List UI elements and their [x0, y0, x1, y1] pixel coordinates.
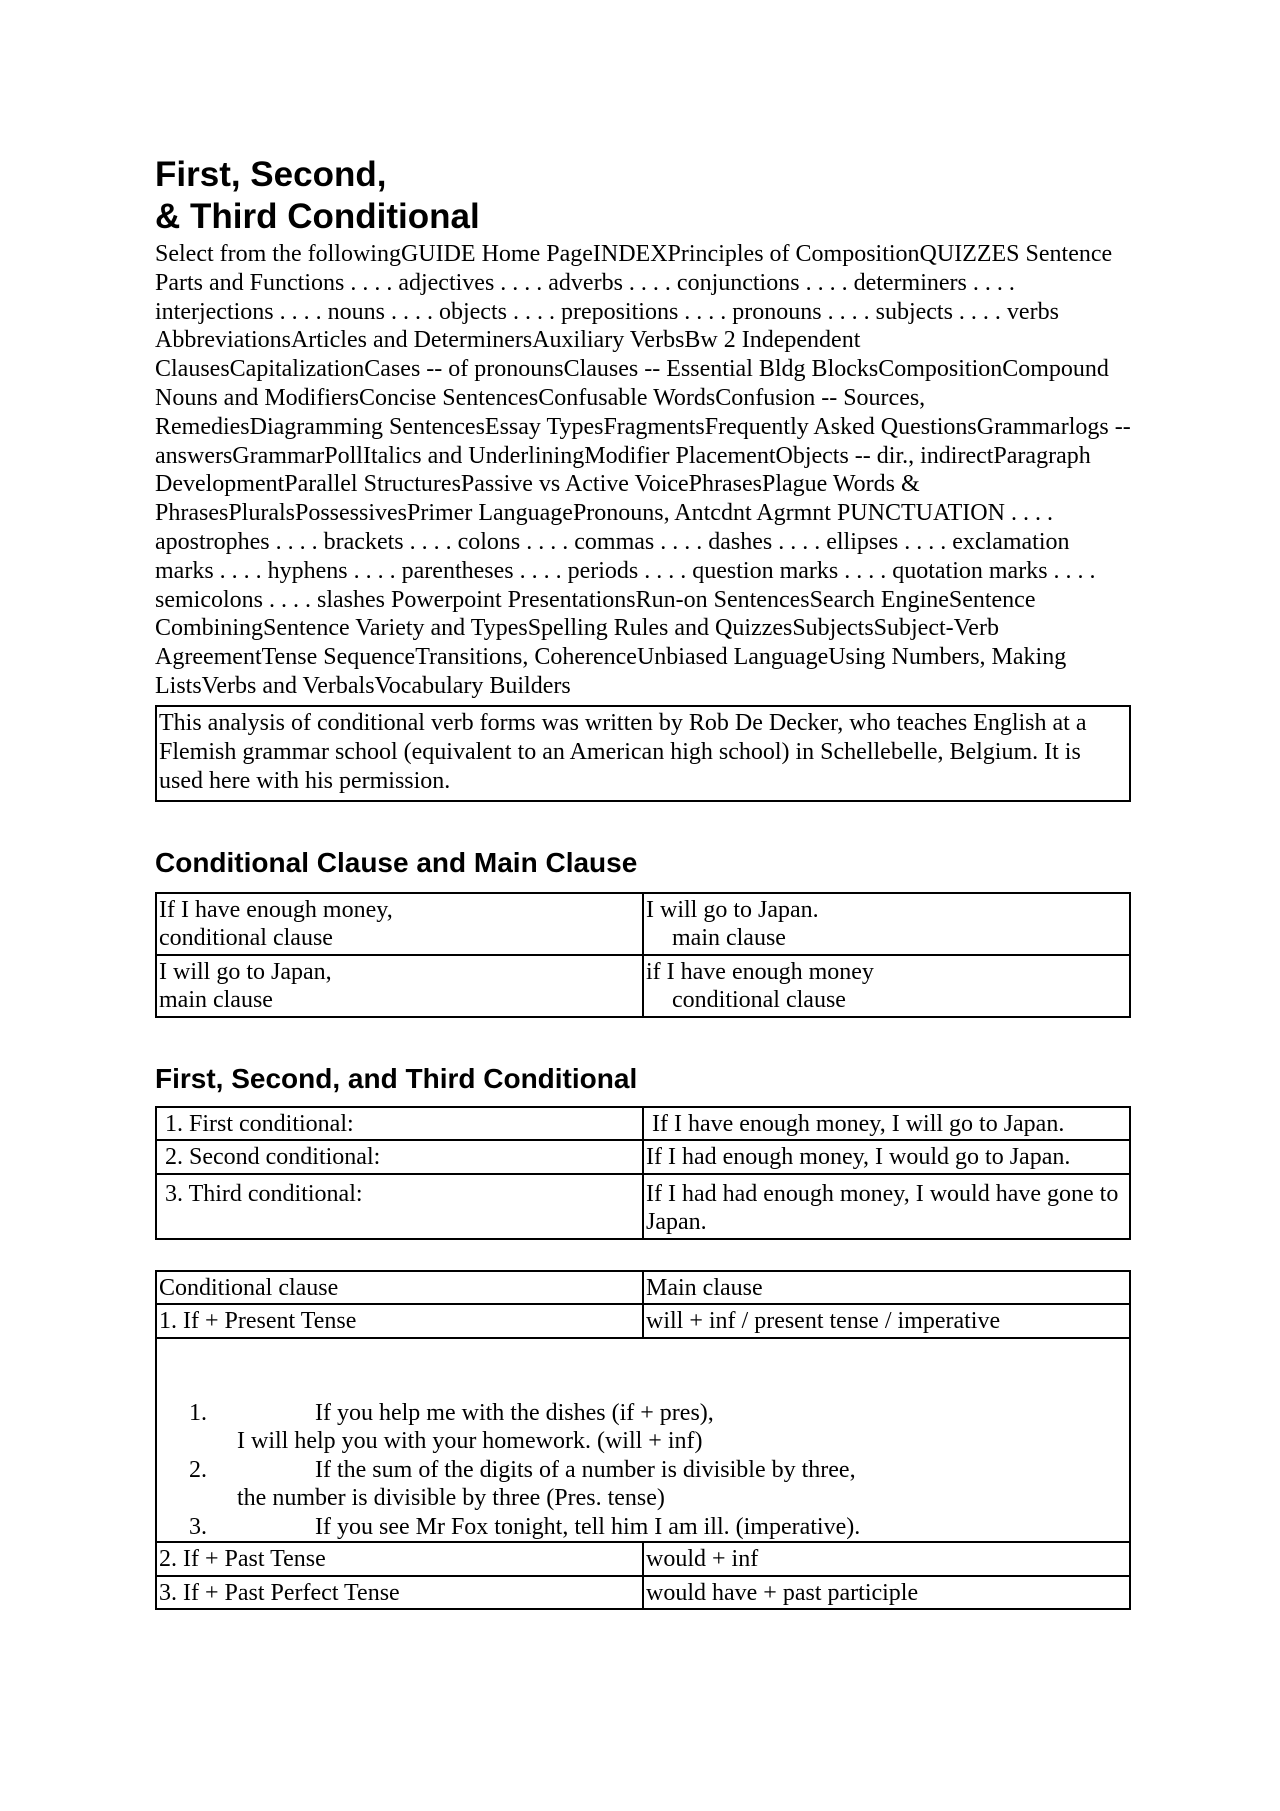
example-number: 1.	[189, 1399, 207, 1426]
table-cell	[156, 893, 643, 955]
table-cell: would have + past participle	[643, 1576, 1130, 1610]
cell-label: conditional clause	[672, 987, 846, 1014]
example-line: If you help me with the dishes (if + pres),	[315, 1399, 714, 1426]
table-cell: If I had had enough money, I would have gone to Japan.	[643, 1174, 1130, 1239]
cell-text: if I have enough money	[646, 958, 874, 985]
example-line: If you see Mr Fox tonight, tell him I am ill. (imperative).	[315, 1513, 861, 1540]
document-page	[155, 154, 1131, 1610]
list-item	[159, 1399, 1127, 1456]
table-cell: 2. Second conditional:	[156, 1140, 643, 1174]
table-row	[156, 1107, 1130, 1141]
title-line-1: First, Second,	[155, 155, 387, 194]
table-cell: would + inf	[643, 1542, 1130, 1576]
table-cell: 2. If + Past Tense	[156, 1542, 643, 1576]
author-note: This analysis of conditional verb forms was written by Rob De Decker, who teaches English at a Flemish grammar school (equivalent to an American high school) in Schellebelle, Belgium. It is used here with his permission.	[155, 705, 1131, 802]
table-row	[156, 1174, 1130, 1239]
example-number: 2.	[189, 1456, 207, 1483]
cell-label: conditional clause	[159, 925, 333, 952]
navigation-text: Select from the followingGUIDE Home PageINDEXPrinciples of CompositionQUIZZES Sentence Parts and Functions . . . . adjectives . . . . adverbs . . . . conjunctions . . . . determiners . . . . interjections . . . . nouns . . . . objects . . . . prepositions . . . . pronouns . . . . subjects . . . . verbs AbbreviationsArticles and DeterminersAuxiliary VerbsBw 2 Independent ClausesCapitalizationCases -- of pronounsClauses -- Essential Bldg BlocksCompositionCompound Nouns and ModifiersConcise SentencesConfusable WordsConfusion -- Sources, RemediesDiagramming SentencesEssay TypesFragmentsFrequently Asked QuestionsGrammarlogs -- answersGrammarPollItalics and UnderliningModifier PlacementObjects -- dir., indirectParagraph DevelopmentParallel StructuresPassive vs Active VoicePhrasesPlague Words & PhrasesPluralsPossessivesPrimer LanguagePronouns, Antcdnt Agrmnt PUNCTUATION . . . . apostrophes . . . . brackets . . . . colons . . . . commas . . . . dashes . . . . ellipses . . . . exclamation marks . . . . hyphens . . . . parentheses . . . . periods . . . . question marks . . . . quotation marks . . . . semicolons . . . . slashes Powerpoint PresentationsRun-on SentencesSearch EngineSentence CombiningSentence Variety and TypesSpelling Rules and QuizzesSubjectsSubject-Verb AgreementTense SequenceTransitions, CoherenceUnbiased LanguageUsing Numbers, Making ListsVerbs and VerbalsVocabulary Builders	[155, 241, 1131, 699]
cell-label: main clause	[672, 925, 786, 952]
table-cell	[643, 893, 1130, 955]
table-cell: 3. Third conditional:	[156, 1174, 643, 1239]
table-cell	[643, 955, 1130, 1017]
example-line: If the sum of the digits of a number is divisible by three,	[315, 1456, 856, 1483]
table-row	[156, 1576, 1130, 1610]
example-line: I will help you with your homework. (will + inf)	[237, 1428, 703, 1455]
table-cell: If I had enough money, I would go to Japan.	[643, 1140, 1130, 1174]
cell-label: main clause	[159, 987, 273, 1014]
example-number: 3.	[189, 1513, 207, 1540]
list-item	[159, 1456, 1127, 1513]
table-cell: 1. If + Present Tense	[156, 1304, 643, 1338]
tense-table	[155, 1270, 1131, 1611]
page-title	[155, 154, 1131, 238]
table-row	[156, 893, 1130, 955]
clause-table	[155, 892, 1131, 1018]
cell-text: If I have enough money,	[159, 896, 393, 923]
list-item	[159, 1513, 1127, 1542]
table-row	[156, 1338, 1130, 1543]
table-cell: 3. If + Past Perfect Tense	[156, 1576, 643, 1610]
table-cell: If I have enough money, I will go to Japan.	[643, 1107, 1130, 1141]
section-heading-conditionals: First, Second, and Third Conditional	[155, 1062, 638, 1094]
table-header-cell: Main clause	[643, 1271, 1130, 1305]
example-list	[159, 1399, 1127, 1542]
table-row	[156, 1542, 1130, 1576]
table-cell: 1. First conditional:	[156, 1107, 643, 1141]
conditionals-table	[155, 1106, 1131, 1240]
example-line: the number is divisible by three (Pres. tense)	[237, 1485, 665, 1512]
cell-text: I will go to Japan,	[159, 958, 332, 985]
table-cell	[156, 955, 643, 1017]
table-row	[156, 1304, 1130, 1338]
title-line-2: & Third Conditional	[155, 197, 480, 236]
table-row	[156, 1271, 1130, 1305]
examples-cell	[156, 1338, 1130, 1543]
table-cell: will + inf / present tense / imperative	[643, 1304, 1130, 1338]
section-heading-clauses: Conditional Clause and Main Clause	[155, 846, 638, 878]
table-row	[156, 955, 1130, 1017]
cell-text: I will go to Japan.	[646, 896, 819, 923]
table-row	[156, 1140, 1130, 1174]
table-header-cell: Conditional clause	[156, 1271, 643, 1305]
